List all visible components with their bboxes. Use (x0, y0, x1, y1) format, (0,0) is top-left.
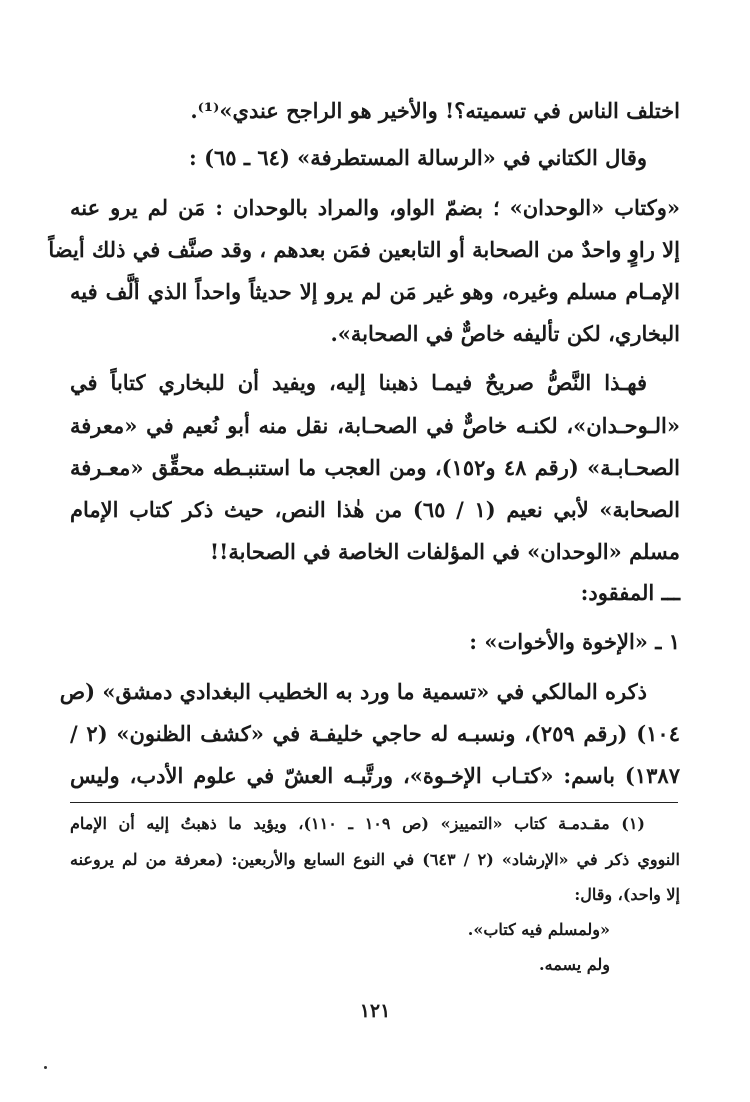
body-line-10: الصحابة» لأبي نعيم (١ / ٦٥) من هٰذا النص، حيث ذكر كتاب الإمام (70, 497, 680, 522)
body-line-4: إلا راوٍ واحدٌ من الصحابة أو التابعين فمَن بعدهم ، وقد صنَّف في ذلك أيضاً (48, 237, 680, 262)
body-line-1: اختلف الناس في تسميته؟! والأخير هو الراجح عندي»⁽¹⁾. (190, 98, 680, 123)
footnote-line-2: النووي ذكر في «الإرشاد» (٢ / ٦٤٣) في النوع السابع والأربعين: (معرفة من لم يروعنه (70, 850, 680, 869)
section-heading-lost: ـــ المفقود: (580, 580, 680, 605)
body-line-5: الإمـام مسلم وغيره، وهو غير مَن لم يرو إلا حديثاً واحداً الذي ألَّف فيه (70, 279, 680, 304)
body-line-6: البخاري، لكن تأليفه خاصٌّ في الصحابة». (330, 321, 680, 346)
body-line-14: ذكره المالكي في «تسمية ما ورد به الخطيب البغدادي دمشق» (ص (59, 679, 647, 704)
scan-speck (44, 1066, 47, 1069)
body-line-16: ١٣٨٧) باسم: «كتـاب الإخـوة»، ورتَّبـه العشّ في علوم الأدب، وليس (70, 763, 680, 788)
body-line-11: مسلم «الوحدان» في المؤلفات الخاصة في الصحابة!! (209, 539, 680, 564)
page-number: ١٢١ (359, 1000, 391, 1022)
body-line-8: «الـوحـدان»، لكنـه خاصٌّ في الصحـابة، نقل منه أبو نُعيم في «معرفة (70, 413, 680, 438)
footnote-line-5: ولم يسمه. (539, 955, 610, 974)
item-heading-brothers-sisters: ١ ـ «الإخوة والأخوات» : (469, 629, 680, 654)
body-line-7: فهـذا النَّصُّ صريحٌ فيمـا ذهبنا إليه، ويفيد أن للبخاري كتاباً في (70, 370, 647, 395)
body-line-15: ١٠٤) (رقم ٢٥٩)، ونسبـه له حاجي خليفـة في «كشف الظنون» (٢ / (70, 721, 680, 746)
body-line-2: وقال الكتاني في «الرسالة المستطرفة» (٦٤ ـ ٦٥) : (189, 145, 647, 170)
footnote-line-1: (١) مقـدمـة كتاب «التمييز» (ص ١٠٩ ـ ١١٠)، ويؤيد ما ذهبتُ إليه أن الإمام (70, 814, 645, 833)
footnote-line-4: «ولمسلم فيه كتاب». (467, 920, 610, 939)
body-line-9: الصحـابـة» (رقم ٤٨ و١٥٢)، ومن العجب ما استنبـطه محقِّق «معـرفة (70, 455, 681, 480)
body-line-3: «وكتاب «الوحدان» ؛ بضمّ الواو، والمراد بالوحدان : مَن لم يرو عنه (70, 195, 680, 220)
footnote-separator (70, 802, 678, 803)
footnote-line-3: إلا واحد)، وقال: (574, 885, 680, 904)
